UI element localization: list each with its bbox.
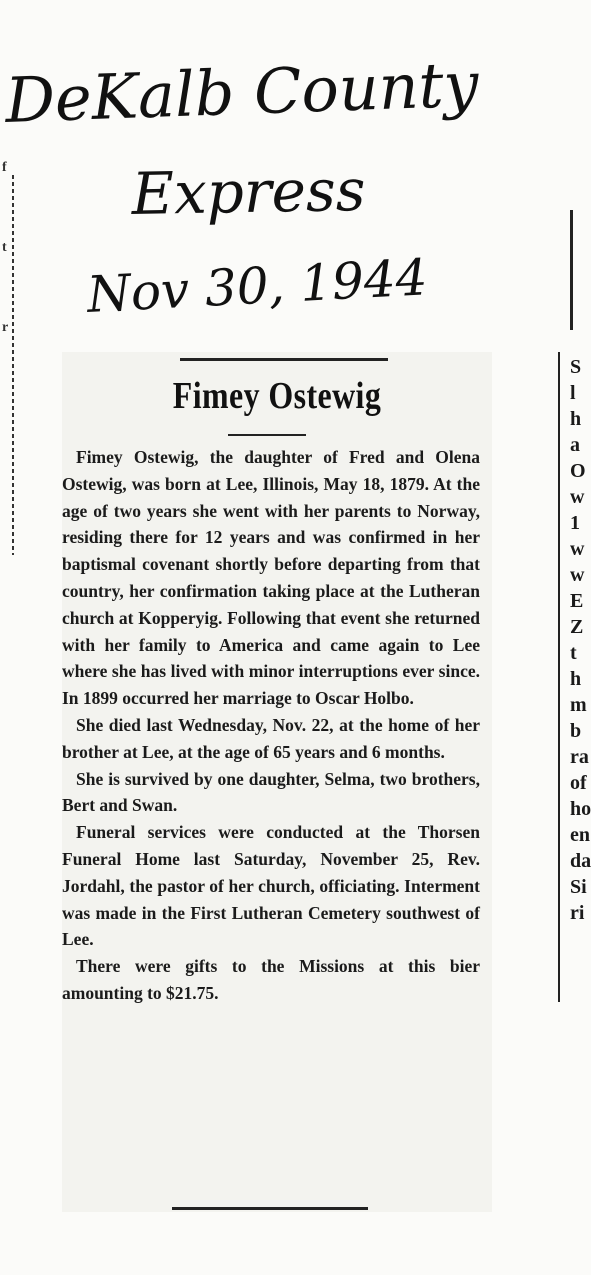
fragment-letter: da (570, 850, 591, 872)
fragment-letter: h (570, 668, 582, 690)
fragment-letter: t (570, 642, 577, 664)
fragment-letter: ri (570, 902, 585, 924)
handwritten-publication-name: DeKalb County (3, 47, 480, 137)
obituary-paragraph: She died last Wednesday, Nov. 22, at the home of her brother at Lee, at the age of 65 years and 6 months. (62, 714, 480, 762)
fragment-letter: O (570, 460, 586, 482)
fragment-letter: of (570, 772, 587, 794)
edge-letter: t (2, 240, 7, 255)
obituary-paragraph: There were gifts to the Missions at this bier amounting to $21.75. (62, 956, 480, 1003)
obituary-clipping (62, 352, 492, 1212)
headline-rule-bottom (228, 434, 306, 436)
fragment-letter: h (570, 408, 582, 430)
fragment-letter: a (570, 434, 580, 456)
column-rule (570, 210, 573, 330)
handwritten-publication-subtitle: Express (131, 155, 366, 228)
fragment-letter: l (570, 382, 576, 404)
handwritten-date: Nov 30, 1944 (85, 248, 429, 324)
fragment-letter: 1 (570, 512, 580, 534)
obituary-paragraph: Funeral services were conducted at the Thorsen Funeral Home last Saturday, November 25, Rev. Jordahl, the pastor of her church, officiating. Interment was made in the First Lutheran Cemetery southwest of Lee. (62, 822, 480, 950)
obituary-paragraph: She is survived by one daughter, Selma, two brothers, Bert and Swan. (62, 768, 480, 816)
handwritten-annotation (0, 0, 588, 340)
fragment-letter: w (570, 564, 585, 586)
fragment-letter: en (570, 824, 590, 846)
fragment-letter: b (570, 720, 582, 742)
fragment-letter: Z (570, 616, 584, 638)
headline-rule-top (180, 358, 388, 361)
obituary-body (62, 444, 480, 1007)
fragment-letter: ho (570, 798, 591, 820)
obituary-headline: Fimey Ostewig (172, 375, 382, 417)
adjacent-column-fragment (558, 352, 590, 1002)
fragment-letter: m (570, 694, 587, 716)
fragment-letter: w (570, 538, 585, 560)
edge-letter: r (2, 320, 9, 335)
obituary-paragraph: Fimey Ostewig, the daughter of Fred and Olena Ostewig, was born at Lee, Illinois, May 18, 1879. At the age of two years she went with her parents to Norway, residing there for 12 years and was confirmed in her baptismal covenant shortly before departing from that country, her confirmation taking place at the Lutheran church at Kopperyig. Following that event she returned with her family to America and came again to Lee where she has lived with minor interruptions ever since. In 1899 occurred her marriage to Oscar Holbo. (62, 447, 480, 709)
fragment-letter: w (570, 486, 585, 508)
fragment-letter: S (570, 356, 582, 378)
fragment-letter: Si (570, 876, 587, 898)
left-edge-fragments (0, 160, 20, 680)
fragment-letter: ra (570, 746, 589, 768)
closing-rule (172, 1207, 368, 1210)
edge-letter: f (2, 160, 7, 175)
fragment-letter: E (570, 590, 584, 612)
